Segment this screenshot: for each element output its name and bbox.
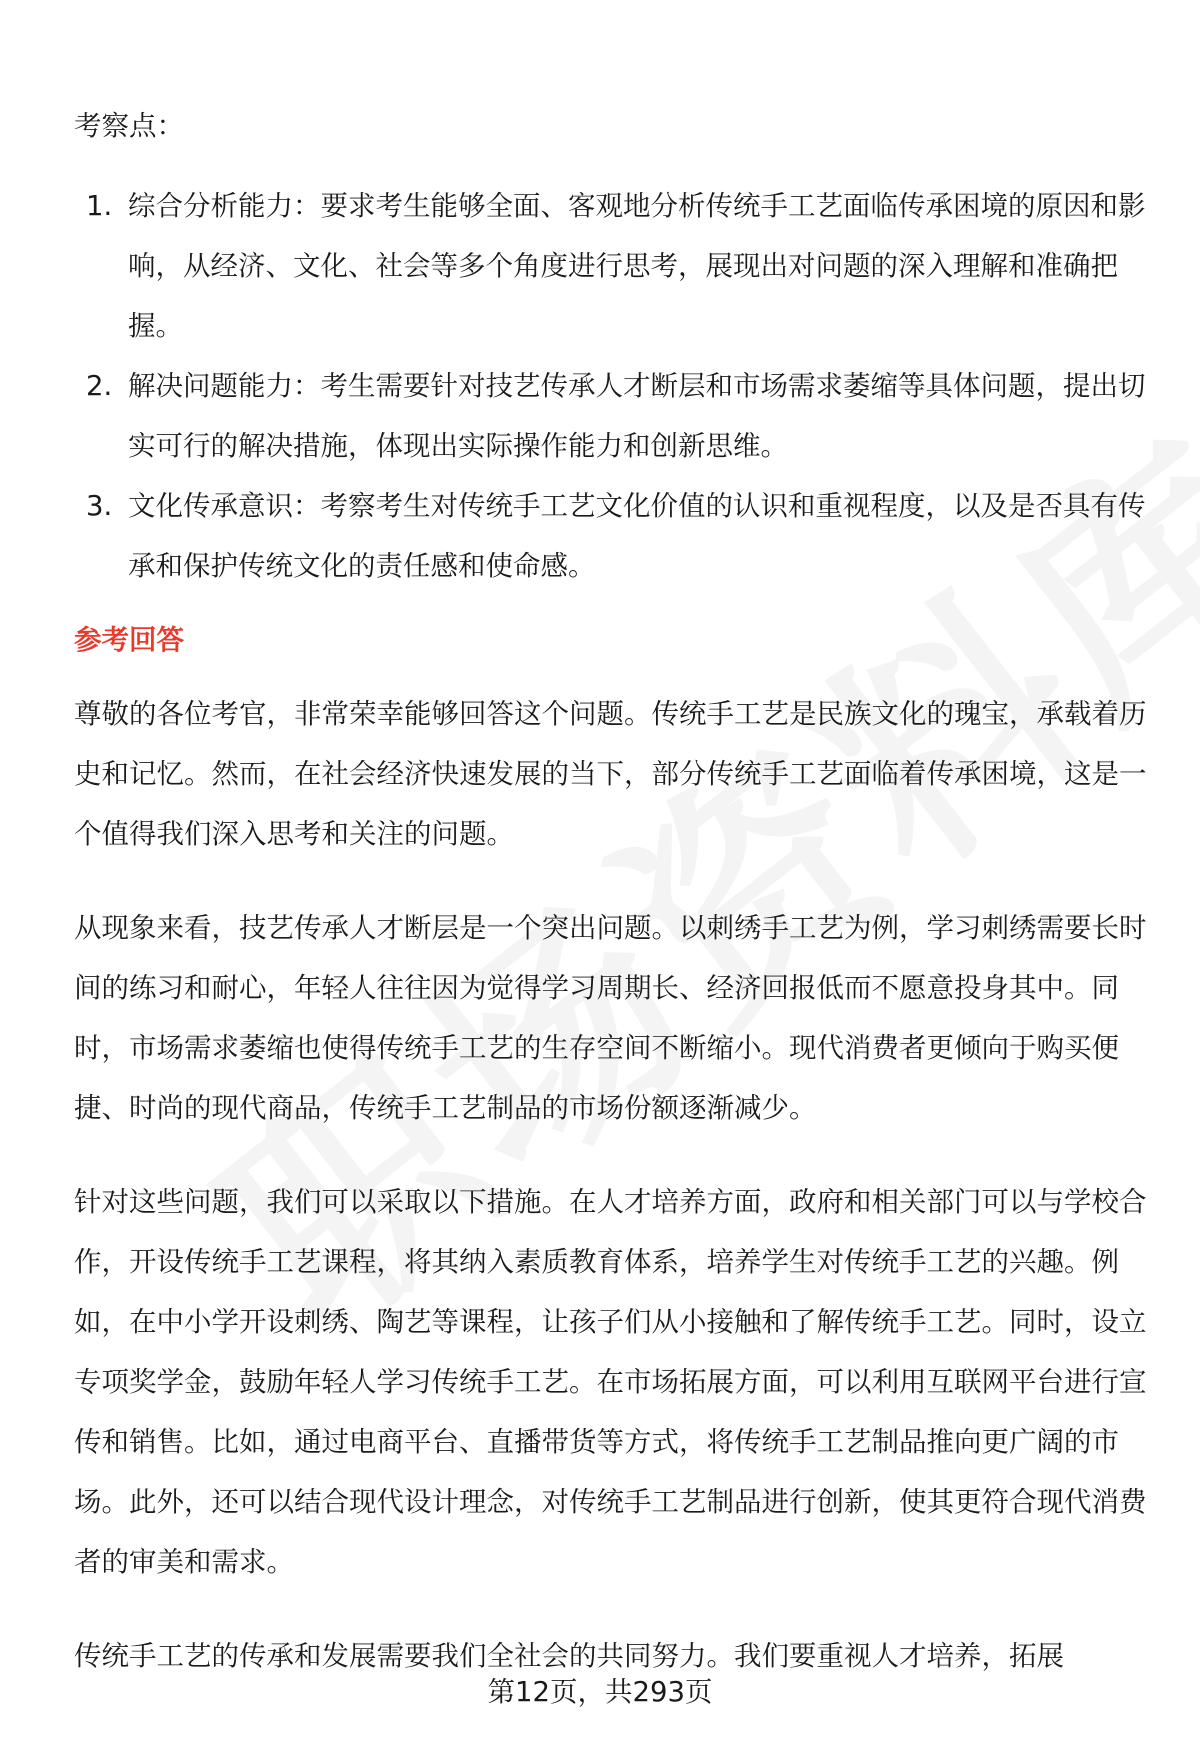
list-item xyxy=(74,476,1148,596)
section-label: 考察点： xyxy=(74,110,184,142)
list-item xyxy=(74,176,1148,356)
list-item xyxy=(74,356,1148,476)
paragraph: 从现象来看，技艺传承人才断层是一个突出问题。以刺绣手工艺为例，学习刺绣需要长时间的练习和耐心，年轻人往往因为觉得学习周期长、经济回报低而不愿意投身其中。同时，市场需求萎缩也使得传统手工艺的生存空间不断缩小。现代消费者更倾向于购买便捷、时尚的现代商品，传统手工艺制品的市场份额逐渐减少。 xyxy=(74,912,1147,1124)
list-number: 3. xyxy=(86,490,113,522)
document-page xyxy=(74,96,1148,1720)
list-text: 解决问题能力：考生需要针对技艺传承人才断层和市场需求萎缩等具体问题，提出切实可行的解决措施，体现出实际操作能力和创新思维。 xyxy=(128,370,1146,462)
list-text: 文化传承意识：考察考生对传统手工艺文化价值的认识和重视程度，以及是否具有传承和保护传统文化的责任感和使命感。 xyxy=(128,490,1146,582)
list-number: 1. xyxy=(86,190,113,222)
paragraph: 传统手工艺的传承和发展需要我们全社会的共同努力。我们要重视人才培养，拓展 xyxy=(74,1640,1064,1672)
page-footer: 第12页，共293页 xyxy=(487,1676,713,1708)
answer-heading: 参考回答 xyxy=(74,624,184,656)
points-list xyxy=(74,176,1148,596)
list-text: 综合分析能力：要求考生能够全面、客观地分析传统手工艺面临传承困境的原因和影响，从经济、文化、社会等多个角度进行思考，展现出对问题的深入理解和准确把握。 xyxy=(128,190,1146,342)
list-number: 2. xyxy=(86,370,113,402)
paragraph: 尊敬的各位考官，非常荣幸能够回答这个问题。传统手工艺是民族文化的瑰宝，承载着历史和记忆。然而，在社会经济快速发展的当下，部分传统手工艺面临着传承困境，这是一个值得我们深入思考和关注的问题。 xyxy=(74,698,1147,850)
paragraph: 针对这些问题，我们可以采取以下措施。在人才培养方面，政府和相关部门可以与学校合作，开设传统手工艺课程，将其纳入素质教育体系，培养学生对传统手工艺的兴趣。例如，在中小学开设刺绣、陶艺等课程，让孩子们从小接触和了解传统手工艺。同时，设立专项奖学金，鼓励年轻人学习传统手工艺。在市场拓展方面，可以利用互联网平台进行宣传和销售。比如，通过电商平台、直播带货等方式，将传统手工艺制品推向更广阔的市场。此外，还可以结合现代设计理念，对传统手工艺制品进行创新，使其更符合现代消费者的审美和需求。 xyxy=(74,1186,1147,1578)
